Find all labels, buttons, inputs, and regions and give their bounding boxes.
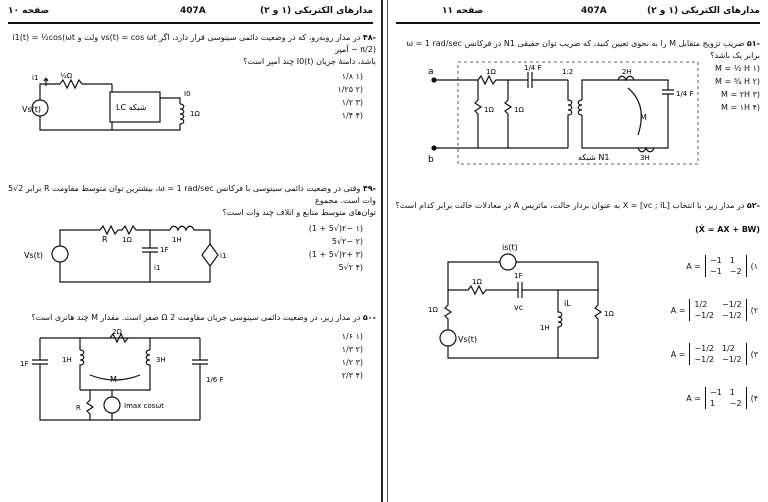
r2-label: 1Ω bbox=[484, 106, 494, 114]
matrix-label: A = bbox=[686, 393, 701, 403]
option-4[interactable]: (۴ ۱/۴ bbox=[341, 111, 363, 120]
option-4[interactable]: (۴ ۲√5 bbox=[338, 263, 363, 272]
circuit-52 bbox=[428, 243, 618, 370]
network-label: شبکه N1 bbox=[578, 153, 610, 162]
option-number: (۲ bbox=[750, 305, 758, 315]
r2-label: 1Ω bbox=[190, 110, 200, 118]
is-label: is(t) bbox=[502, 243, 518, 252]
il-label: iL bbox=[564, 299, 571, 308]
option-3[interactable]: (۳ ۱/۲ bbox=[341, 98, 363, 107]
l-label: 1H bbox=[172, 236, 182, 244]
option-4[interactable]: (۴ ۲/۳ bbox=[341, 371, 363, 380]
question-number: -۵۰ bbox=[362, 313, 376, 322]
question-number: -۴۹ bbox=[362, 184, 376, 193]
option-2[interactable] bbox=[668, 288, 758, 332]
course-title: مدارهای الکتریکی (۱ و ۲) bbox=[647, 6, 760, 16]
exam-code: 407A bbox=[581, 6, 607, 16]
right-page bbox=[388, 0, 768, 502]
question-text: توان‌های متوسط منابع و اتلاف چند وات است؟ bbox=[222, 208, 376, 217]
option-3[interactable]: (۳ +۲(√5 + 1) bbox=[308, 250, 363, 259]
circuit-50 bbox=[20, 328, 224, 430]
m-label: M bbox=[640, 113, 647, 122]
question-number: -۵۲ bbox=[746, 201, 760, 210]
r-label: R bbox=[76, 404, 81, 412]
r-left-label: 1Ω bbox=[428, 306, 438, 314]
l-label: 1H bbox=[540, 324, 550, 332]
option-1[interactable]: (۱ M = ½ H bbox=[715, 64, 760, 73]
matrix-cell: 1/2 bbox=[694, 300, 708, 309]
matrix-cell: 1/2 bbox=[722, 344, 735, 353]
course-title: مدارهای الکتریکی (۱ و ۲) bbox=[260, 6, 373, 16]
page-number: صفحه ۱۱ bbox=[442, 6, 484, 16]
question-text: در مدار زیر، در وضعیت دائمی سینوسی جریان مقاومت 2 Ω صفر است. مقدار M چند هانری است؟ bbox=[31, 313, 361, 322]
book-spine bbox=[381, 0, 388, 502]
box-label: LC شبکه bbox=[116, 103, 147, 112]
l2-label: 3H bbox=[156, 356, 166, 364]
dep-label: i1 bbox=[220, 252, 227, 260]
option-1[interactable]: (۱ −۲(√5 + 1) bbox=[308, 224, 363, 233]
left-page bbox=[0, 0, 381, 502]
question-51 bbox=[394, 38, 760, 62]
matrix-cell: −2 bbox=[729, 267, 742, 276]
matrix-label: A = bbox=[670, 305, 686, 315]
b-label: b bbox=[428, 155, 434, 165]
matrix-cell: −2 bbox=[729, 399, 742, 408]
question-50 bbox=[8, 312, 376, 324]
r-label: R bbox=[102, 235, 108, 244]
c2-label: 1/4 F bbox=[676, 90, 694, 98]
matrix-cell: −1/2 bbox=[722, 300, 742, 309]
circuit-49 bbox=[20, 222, 230, 292]
source-label: Vs(t) bbox=[24, 251, 44, 260]
matrix bbox=[705, 255, 747, 277]
matrix-cell: −1 bbox=[709, 267, 722, 276]
c-left-label: 1F bbox=[20, 360, 29, 368]
ratio-label: 1:2 bbox=[562, 68, 574, 76]
c1-label: 1/4 F bbox=[524, 64, 542, 72]
matrix-cell: −1 bbox=[709, 256, 722, 265]
matrix bbox=[705, 387, 747, 409]
option-3[interactable] bbox=[668, 332, 758, 376]
matrix-cell: 1 bbox=[709, 399, 716, 408]
l1-label: 2H bbox=[622, 68, 632, 76]
option-number: (۳ bbox=[750, 349, 758, 359]
right-page-header bbox=[396, 0, 760, 24]
exam-code: 407A bbox=[180, 6, 206, 16]
r1-label: 1Ω bbox=[486, 68, 496, 76]
question-number: -۵۱ bbox=[746, 39, 760, 48]
question-text: ضریب تزویج متقابل M را به نحوی تعیین کنید، که ضریب توان حقیقی N1 در فرکانس ω = 1 rad/sec برابر یک باشد؟ bbox=[406, 39, 760, 60]
r1-label: 1Ω bbox=[472, 278, 482, 286]
src-label: Vs(t) bbox=[458, 335, 478, 344]
r-top-label: 2Ω bbox=[112, 328, 122, 336]
option-1[interactable]: (۱ ۱/۸ bbox=[341, 72, 363, 81]
matrix-cell: 1 bbox=[729, 388, 735, 397]
matrix-cell: −1/2 bbox=[694, 355, 714, 364]
r1-label: ½Ω bbox=[60, 72, 73, 80]
question-number: -۴۸ bbox=[362, 33, 376, 42]
option-3[interactable]: (۳ ۱/۲ bbox=[341, 358, 363, 367]
m-label: M bbox=[110, 375, 117, 384]
r-right-label: 1Ω bbox=[604, 310, 614, 318]
vc-label: vc bbox=[514, 303, 524, 312]
matrix-cell: −1/2 bbox=[722, 311, 742, 320]
i1-label: i1 bbox=[154, 264, 161, 272]
state-equation: (Ẋ = AX + BW) bbox=[695, 225, 760, 234]
src-label: Imax cosωt bbox=[124, 402, 164, 410]
c-label: 1F bbox=[514, 272, 523, 280]
matrix-cell: −1/2 bbox=[694, 311, 714, 320]
option-2[interactable]: (۲ ۱/۳ bbox=[341, 345, 363, 354]
option-2[interactable]: (۲ −۲√5 bbox=[331, 237, 363, 246]
question-49 bbox=[8, 183, 376, 219]
option-4[interactable]: (۴ M = ۱H bbox=[721, 103, 760, 112]
option-1[interactable]: (۱ ۱/۶ bbox=[341, 332, 363, 341]
matrix-label: A = bbox=[686, 261, 701, 271]
option-1[interactable] bbox=[668, 244, 758, 288]
c-label: 1F bbox=[160, 246, 169, 254]
l2-label: 3H bbox=[640, 154, 650, 162]
options-51 bbox=[700, 62, 760, 114]
matrix-cell: 1 bbox=[729, 256, 735, 265]
i1-label: i1 bbox=[32, 74, 39, 82]
source-label: Vs(t) bbox=[22, 105, 42, 114]
option-3[interactable]: (۳ M = ۲H bbox=[721, 90, 760, 99]
options-49 bbox=[253, 222, 363, 274]
r1-label: 1Ω bbox=[122, 236, 132, 244]
option-number: (۱ bbox=[750, 261, 758, 271]
options-48 bbox=[283, 70, 363, 122]
r3-label: 1Ω bbox=[514, 106, 524, 114]
a-label: a bbox=[428, 67, 434, 77]
left-page-header bbox=[8, 0, 373, 24]
i0-label: I0 bbox=[184, 90, 191, 98]
question-52 bbox=[394, 200, 760, 212]
options-50 bbox=[283, 330, 363, 382]
matrix-label: A = bbox=[670, 349, 686, 359]
option-number: (۴ bbox=[750, 393, 758, 403]
circuit-48 bbox=[20, 70, 220, 140]
l1-label: 1H bbox=[62, 356, 72, 364]
c-right-label: 1/6 F bbox=[206, 376, 224, 384]
question-text: باشد، دامنهٔ جریان I0(t) چند آمپر است؟ bbox=[243, 57, 376, 66]
question-text: وقتی در وضعیت دائمی سینوسی با فرکانس ω = 1 rad/sec، بیشترین توان متوسط مقاومت R برابر 2√5 وات است. مجموع bbox=[8, 184, 376, 205]
question-text: در مدار روبه‌رو، که در وضعیت دائمی سینوسی قرار دارد، اگر vs(t) = cos ωt ولت و i1(t) = ½cos(ωt − π/2) آمپر bbox=[12, 33, 376, 54]
matrix bbox=[689, 343, 746, 365]
page-number: صفحه ۱۰ bbox=[8, 6, 50, 16]
matrix bbox=[689, 299, 746, 321]
question-text: در مدار زیر، با انتخاب X = [vc ; iL] به عنوان بردار حالت، ماتریس A در معادلات حالت برابر کدام است؟ bbox=[395, 201, 745, 210]
circuit-51 bbox=[428, 60, 708, 170]
matrix-cell: −1/2 bbox=[694, 344, 714, 353]
options-52 bbox=[668, 244, 758, 420]
question-48 bbox=[8, 32, 376, 68]
option-4[interactable] bbox=[668, 376, 758, 420]
matrix-cell: −1/2 bbox=[722, 355, 742, 364]
option-2[interactable]: (۲ M = ¾ H bbox=[715, 77, 760, 86]
option-2[interactable]: (۲ ۱/۲۵ bbox=[337, 85, 363, 94]
matrix-cell: −1 bbox=[709, 388, 722, 397]
